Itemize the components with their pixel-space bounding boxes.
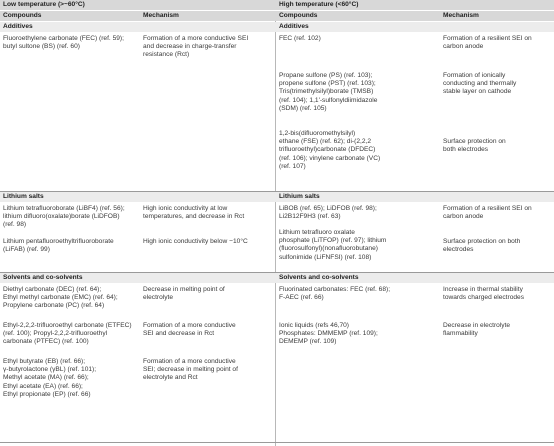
high-temperature-heading: High temperature (<60°C)	[279, 1, 359, 8]
section-lithium-salts-left: Lithium salts	[3, 193, 44, 200]
left-solvent-compound: Diethyl carbonate (DEC) (ref. 64); Ethyl methyl carbonate (EMC) (ref. 64); Propylene carbonate (PC) (ref. 64)	[3, 286, 118, 310]
left-solvent-compound: Ethyl-2,2,2-trifluoroethyl carbonate (ETFEC) (ref. 100); Propyl-2,2,2-trifluoroethyl carbonate (PTFEC) (ref. 100)	[3, 322, 132, 346]
column-header-compounds-right: Compounds	[279, 12, 318, 19]
right-solvent-mechanism: Decrease in electrolyte flammability	[443, 322, 511, 338]
right-salt-compound: LiBOB (ref. 65); LiDFOB (ref. 98); Li2B12F9H3 (ref. 63)	[279, 205, 377, 221]
solvents-band	[0, 273, 554, 283]
right-salt-compound: Lithium tetrafluoro oxalate phosphate (LiTFOP) (ref. 97); lithium (fluorosulfonyl)(nonafluorobutane) sulfonimide (LiFNFSI) (ref. 108)	[279, 229, 387, 261]
right-salt-mechanism: Surface protection on both electrodes	[443, 238, 521, 254]
right-additive-compound: 1,2-bis(difluoromethylsilyl) ethane (FSE) (ref. 62); di-(2,2,2 trifluoroethyl)carbonate (DFDEC) (ref. 106); vinylene carbonate (VC) (ref. 107)	[279, 130, 381, 170]
column-header-mechanism-right: Mechanism	[443, 12, 479, 19]
row-rule	[0, 272, 554, 273]
column-header-compounds-left: Compounds	[3, 12, 42, 19]
left-salt-mechanism: High ionic conductivity below −10°C	[143, 238, 248, 245]
row-rule	[0, 442, 554, 443]
column-header-mechanism-left: Mechanism	[143, 12, 179, 19]
left-solvent-mechanism: Decrease in melting point of electrolyte	[143, 286, 225, 302]
row-rule	[0, 191, 554, 192]
section-solvents-left: Solvents and co-solvents	[3, 274, 83, 281]
left-salt-compound: Lithium tetrafluoroborate (LiBF4) (ref. 56); lithium difluoro(oxalate)borate (LiDFOB) (ref. 98)	[3, 205, 125, 229]
lithium-salts-band	[0, 192, 554, 202]
section-lithium-salts-right: Lithium salts	[279, 193, 320, 200]
left-solvent-mechanism: Formation of a more conductive SEI; decrease in melting point of electrolyte and Rct	[143, 358, 238, 382]
right-solvent-compound: Ionic liquids (refs 46,70) Phosphates: DMMEMP (ref. 109); DEMEMP (ref. 109)	[279, 322, 378, 346]
right-additive-compound: FEC (ref. 102)	[279, 35, 321, 42]
left-additive-mechanism: Formation of a more conductive SEI and decrease in charge-transfer resistance (Rct)	[143, 35, 249, 59]
section-additives-right: Additives	[279, 23, 309, 30]
low-temperature-heading: Low temperature (>~60°C)	[3, 1, 85, 8]
section-additives-left: Additives	[3, 23, 33, 30]
header-divider	[0, 10, 554, 11]
right-additive-mechanism: Formation of a resilient SEI on carbon anode	[443, 35, 532, 51]
left-salt-compound: Lithium pentafluoroethyltrifluoroborate (LiFAB) (ref. 99)	[3, 238, 114, 254]
section-solvents-right: Solvents and co-solvents	[279, 274, 359, 281]
additives-band	[0, 22, 554, 32]
right-solvent-compound: Fluorinated carbonates: FEC (ref. 68); F-AEC (ref. 66)	[279, 286, 391, 302]
left-additive-compound: Fluoroethylene carbonate (FEC) (ref. 59); butyl sultone (BS) (ref. 60)	[3, 35, 124, 51]
center-divider	[275, 21, 276, 446]
left-salt-mechanism: High ionic conductivity at low temperatures, and decrease in Rct	[143, 205, 245, 221]
right-additive-compound: Propane sulfone (PS) (ref. 103); propene sulfone (PST) (ref. 103); Tris(trimethylsilyl)borate (TMSB) (ref. 104); 1,1'-sulfonyldiimidazole (SDM) (ref. 105)	[279, 72, 378, 112]
left-solvent-mechanism: Formation of a more conductive SEI and decrease in Rct	[143, 322, 236, 338]
left-solvent-compound: Ethyl butyrate (EB) (ref. 66); γ-butyrolactone (γBL) (ref. 101); Methyl acetate (MA) (ref. 66); Ethyl acetate (EA) (ref. 66); Ethyl propionate (EP) (ref. 66)	[3, 358, 97, 398]
right-additive-mechanism: Surface protection on both electrodes	[443, 138, 506, 154]
right-solvent-mechanism: Increase in thermal stability towards charged electrodes	[443, 286, 525, 302]
right-additive-mechanism: Formation of ionically conducting and thermally stable layer on cathode	[443, 72, 517, 96]
right-salt-mechanism: Formation of a resilient SEI on carbon anode	[443, 205, 532, 221]
